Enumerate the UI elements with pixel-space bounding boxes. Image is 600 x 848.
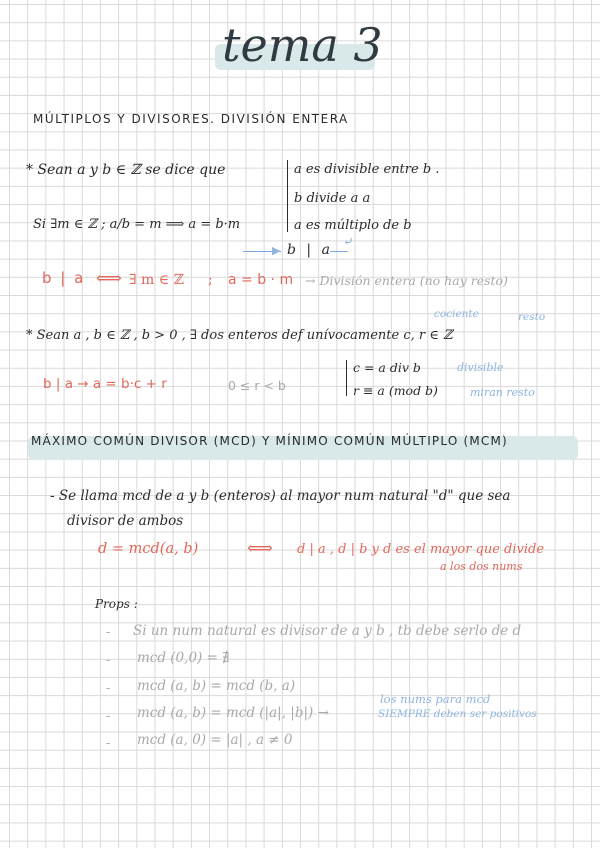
section1-line3: * Sean a , b ∈ ℤ , b > 0 , ∃ dos enteros def unívocamente c, r ∈ ℤ (26, 328, 453, 343)
eq-div: c = a div b (353, 360, 421, 375)
eq-mod: r ≡ a (mod b) (353, 383, 438, 398)
resto-label: resto (518, 311, 546, 323)
red-semi: ; (208, 272, 213, 288)
mcd-paragraph-line1: - Se llama mcd de a y b (enteros) al mayor num natural "d" que sea (50, 488, 511, 504)
blue-note-1: los nums para mcd (380, 692, 491, 706)
right-arrow-line (330, 251, 348, 252)
section2-heading: MÁXIMO COMÚN DIVISOR (MCD) Y MÍNIMO COMÚN MÚLTIPLO (MCM) (31, 434, 508, 448)
red-iff: ⟺ (96, 268, 122, 289)
mcd-iff: ⟺ (247, 538, 273, 559)
mcd-paragraph-line2: divisor de ambos (67, 513, 184, 529)
prop-4: mcd (a, b) = mcd (|a|, |b|) → (137, 705, 329, 721)
prop-dash-1: - (106, 625, 111, 640)
section1-heading: MÚLTIPLOS Y DIVISORES. DIVISIÓN ENTERA (33, 112, 349, 126)
prop-3: mcd (a, b) = mcd (b, a) (137, 678, 296, 694)
division-entera-note: → División entera (no hay resto) (305, 273, 508, 288)
prop-5: mcd (a, 0) = |a| , a ≠ 0 (137, 732, 293, 748)
prop-2: mcd (0,0) = ∄ (137, 650, 230, 666)
mcd-conditions-2: a los dos nums (440, 560, 523, 573)
brace-item-3: a es múltiplo de b (294, 218, 412, 233)
page-title: tema 3 (222, 18, 383, 72)
prop-dash-3: - (106, 681, 111, 696)
brace (287, 160, 288, 232)
blue-note-2: SIEMPRE deben ser positivos (378, 708, 537, 720)
brace-2 (346, 360, 347, 396)
prop-dash-4: - (106, 709, 111, 724)
mcd-definition: d = mcd(a, b) (98, 541, 199, 557)
red-exists: ∃ m ∈ ℤ (129, 272, 184, 288)
r-bounds: 0 ≤ r < b (228, 378, 286, 393)
props-label: Props : (95, 597, 138, 611)
eq-div-note: divisible (457, 361, 504, 374)
red-left: b | a (42, 269, 86, 287)
prop-dash-5: - (106, 736, 111, 751)
prop-dash-2: - (106, 653, 111, 668)
brace-item-1: a es divisible entre b . (294, 162, 440, 177)
red-division: b | a → a = b·c + r (43, 376, 167, 392)
arrow-head-icon: ▶ (272, 244, 281, 257)
prop-1: Si un num natural es divisor de a y b , tb debe serlo de d (133, 623, 522, 639)
hook-arrow-icon: ⤶ (343, 235, 354, 250)
red-eq: a = b · m (228, 272, 294, 288)
section1-line2: Si ∃m ∈ ℤ ; a/b = m ⟹ a = b·m (33, 217, 241, 232)
arrow-label: b | a (287, 242, 333, 258)
brace-item-2: b divide a a (294, 191, 371, 206)
cociente-label: cociente (434, 308, 479, 320)
eq-mod-note: miran resto (470, 386, 535, 399)
section1-line1: * Sean a y b ∈ ℤ se dice que (26, 162, 226, 178)
mcd-conditions: d | a , d | b y d es el mayor que divide (297, 542, 545, 557)
